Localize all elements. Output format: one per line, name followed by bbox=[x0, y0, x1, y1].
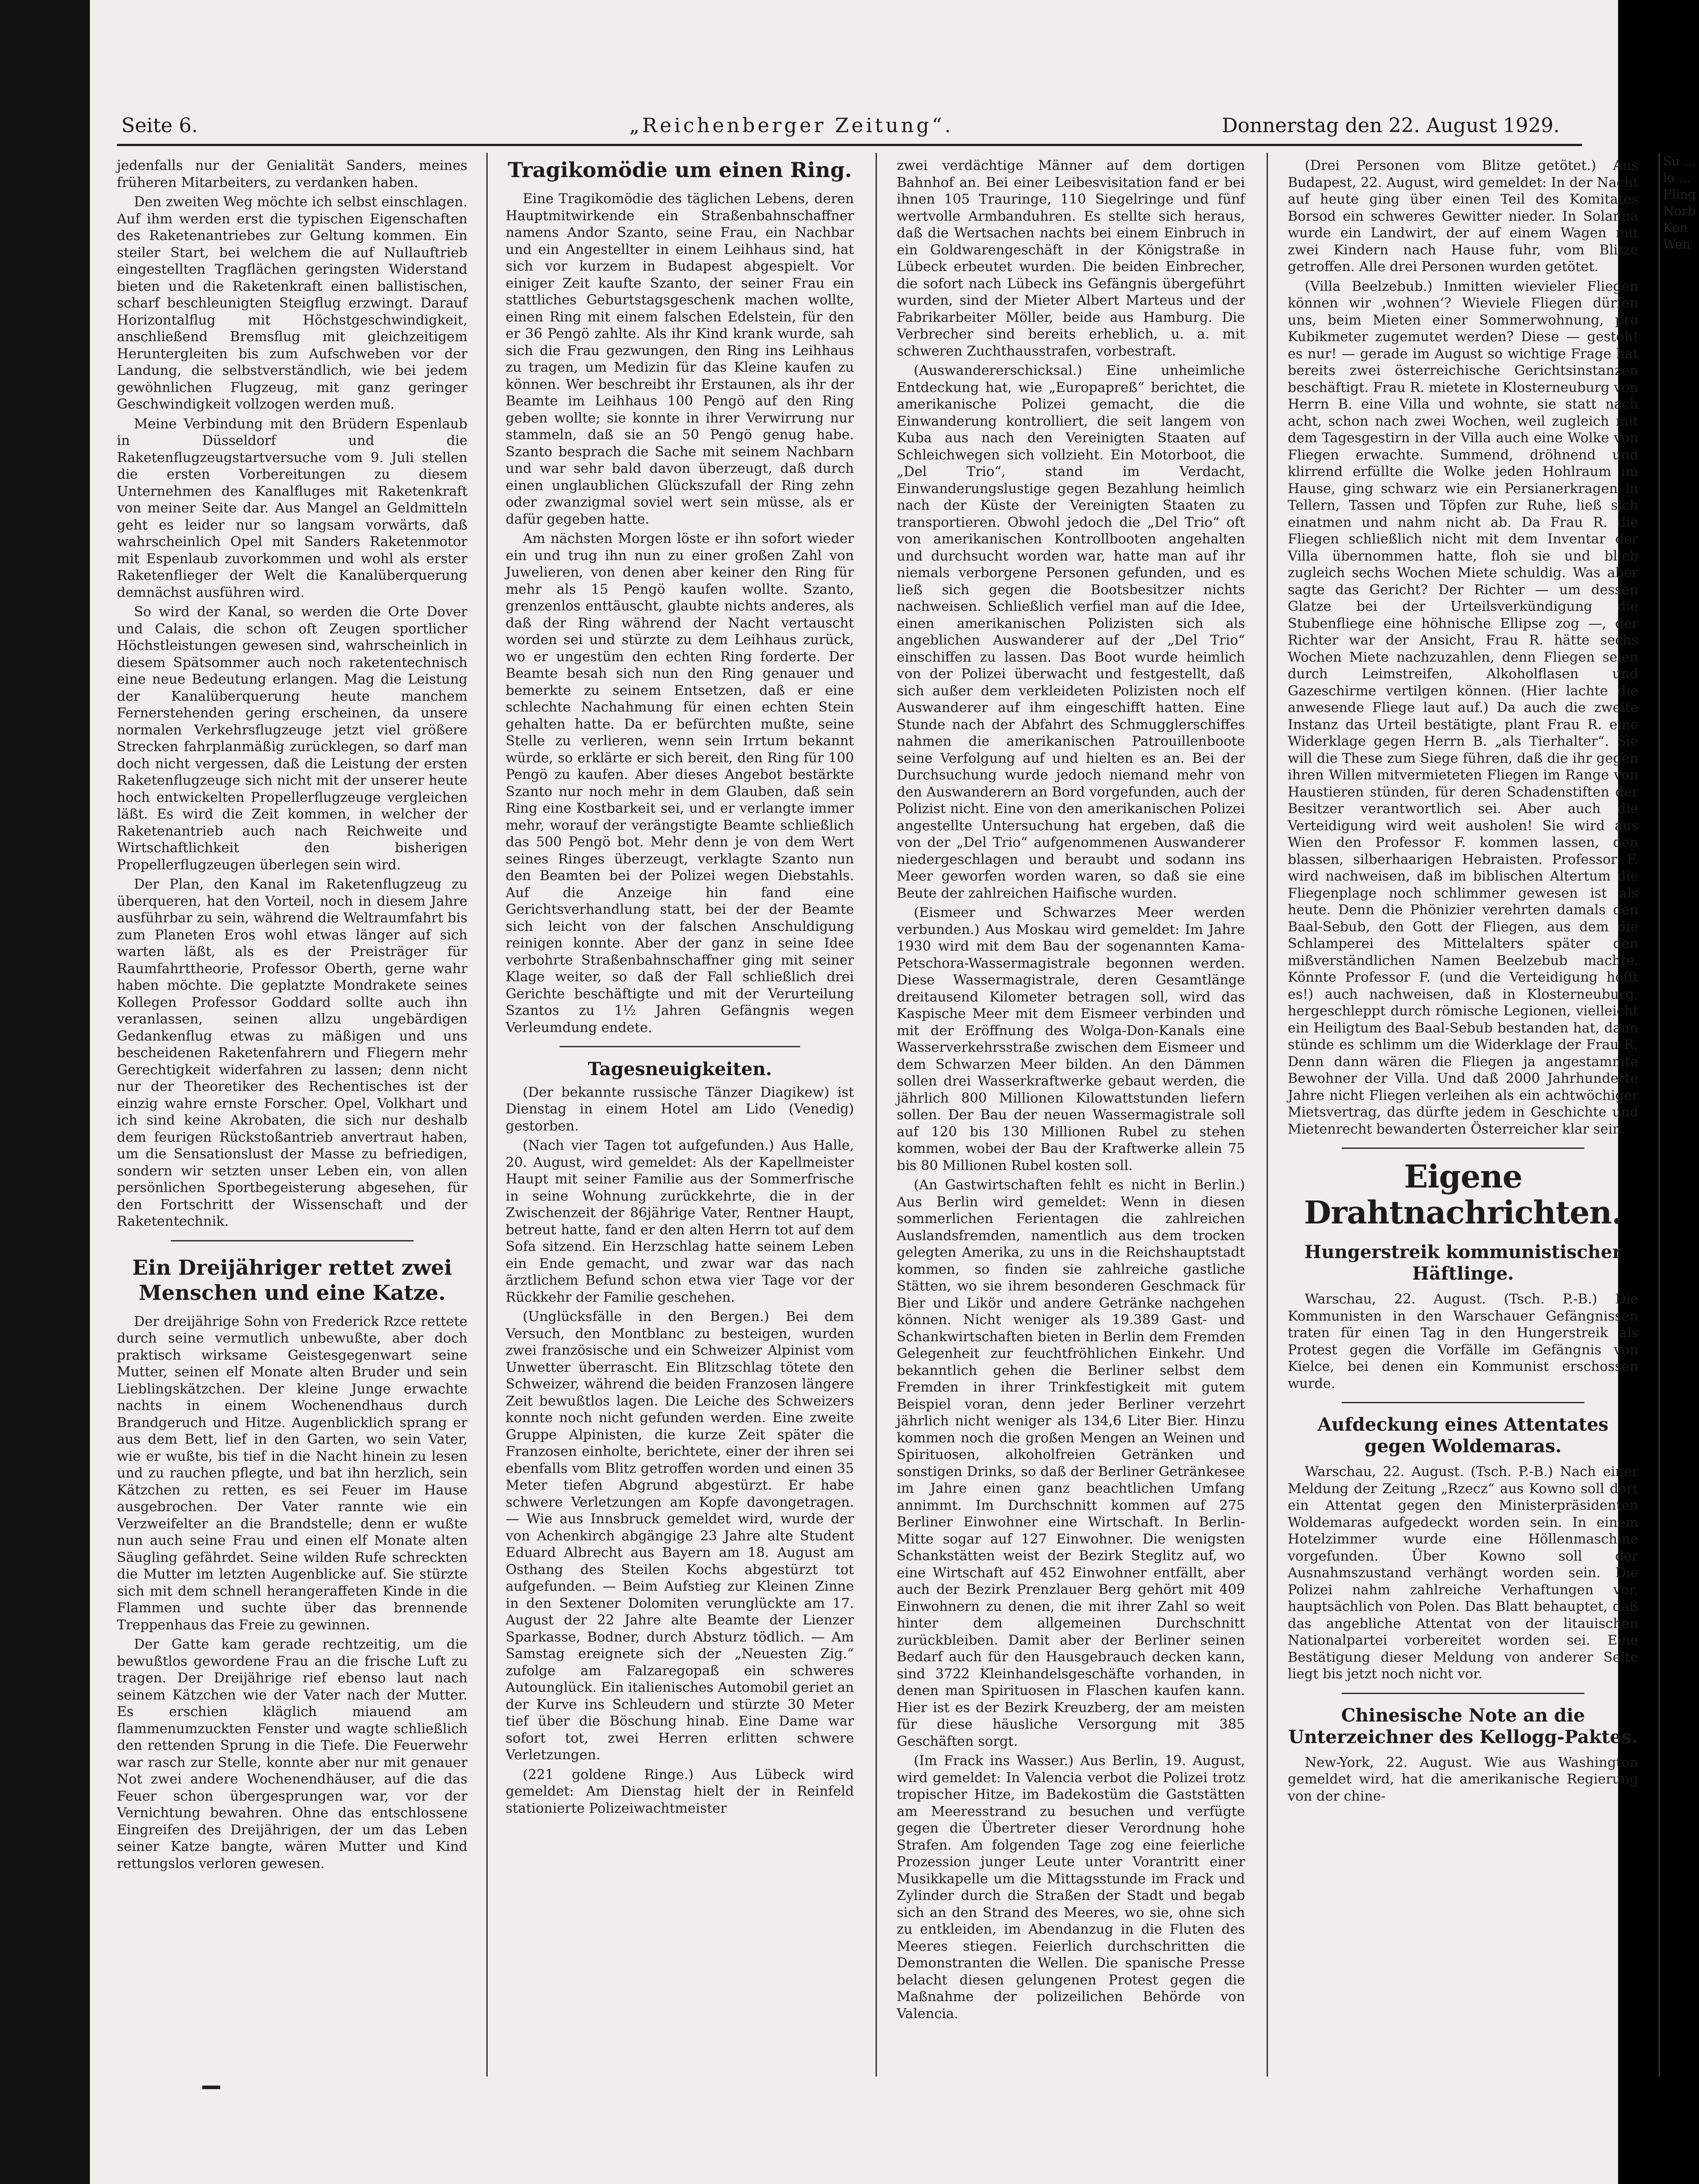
page-header bbox=[117, 108, 1582, 146]
paragraph: New-York, 22. August. Wie aus Washington gemeldet wird, hat die amerikanische Regierung von der chine- bbox=[1288, 1754, 1638, 1804]
paragraph: Warschau, 22. August. (Tsch. P.-B.) Die Kommunisten in den Warschauer Gefängnissen traten für einen Tag in den Hungerstreik als Protest gegen die Vorfälle im Gefängnis von Kielce, bei denen ein Kommunist erschossen wurde. bbox=[1288, 1291, 1638, 1392]
paragraph: (221 goldene Ringe.) Aus Lübeck wird gemeldet: Am Dienstag hielt der in Reinfeld stationierte Polizeiwachtmeister bbox=[506, 1766, 854, 1816]
column-1 bbox=[117, 157, 467, 2068]
paragraph: (Der bekannte russische Tänzer Diagikew) ist Dienstag in einem Hotel am Lido (Venedig) gestorben. bbox=[506, 1084, 854, 1134]
page-number: Seite 6. bbox=[121, 114, 198, 137]
scan-edge-left bbox=[0, 0, 90, 2184]
column-rule bbox=[1267, 153, 1268, 2077]
paragraph: Eine Tragikomödie des täglichen Lebens, deren Hauptmitwirkende ein Straßenbahnschaffner namens Andor Szanto, seine Frau, ein Nachbar und ein Angestellter in einem Leihhaus sind, hat sich vor kurzem in Budapest abgespielt. Vor einiger Zeit kaufte Szanto, der seiner Frau ein stattliches Geburtstagsgeschenk machen wollte, einen Ring mit einem falschen Edelstein, für den er 36 Pengö zahlte. Als ihr Kind krank wurde, sah sich die Frau gezwungen, den Ring ins Leihhaus zu tragen, um Medizin für das Kleine kaufen zu können. Wer beschreibt ihr Erstaunen, als ihr der Beamte im Leihhaus 100 Pengö auf den Ring geben wollte; sie konnte in ihrer Verwirrung nur stammeln, daß sie an 50 Pengö genug habe. Szanto besprach die Sache mit seinem Nachbarn und war sehr bald davon überzeugt, daß durch einen unglaublichen Glückszufall der Ring zehn oder zwanzigmal soviel wert sein müsse, als er dafür gegeben hatte. bbox=[506, 191, 854, 527]
paragraph: (An Gastwirtschaften fehlt es nicht in Berlin.) Aus Berlin wird gemeldet: Wenn in diesen sommerlichen Ferientagen die zahlreichen Auslandsfremden, namentlich aus dem trocken gelegten Amerika, zu uns in die Reichshauptstadt kommen, so finden sie zahlreiche gastliche Stätten, wo sie ihrem besonderen Geschmack für Bier und Likör und andere Getränke nachgehen können. Nicht weniger als 19.389 Gast- und Schankwirtschaften bieten in Berlin dem Fremden Gelegenheit zur feuchtfröhlichen Einkehr. Und bekanntlich gehen die Berliner selbst dem Fremden in ihrer Trinkfestigkeit mit gutem Beispiel voran, denn jeder Berliner verzehrt jährlich nicht weniger als 134,6 Liter Bier. Hinzu kommen noch die großen Mengen an Weinen und Spirituosen, alkoholfreien Getränken und sonstigen Drinks, so daß der Berliner Getränkesee im Jahre einen ganz beachtlichen Umfang annimmt. Im Durchschnitt kommen auf 275 Berliner Einwohner eine Wirtschaft. In Berlin-Mitte sogar auf 127 Einwohner. Die wenigsten Schankstätten weist der Bezirk Steglitz auf, wo eine Wirtschaft auf 452 Einwohner entfällt, aber auch der Bezirk Prenzlauer Berg gehört mit 409 Einwohnern zu denen, die mit ihrer Zahl so weit hinter dem allgemeinen Durchschnitt zurückbleiben. Damit aber der Berliner seinen Bedarf auch für den Hausgebrauch decken kann, sind 3722 Kleinhandelsgeschäfte vorhanden, in denen man Spirituosen in Flaschen kaufen kann. Hier ist es der Bezirk Kreuzberg, der am meisten für diese häusliche Versorgung mit 385 Geschäften sorgt. bbox=[897, 1177, 1245, 1749]
headline-kellogg: Chinesische Note an die Unterzeichner des Kellogg-Paktes. bbox=[1288, 1704, 1638, 1748]
divider bbox=[1342, 1402, 1584, 1403]
section-title-tagesneuigkeiten: Tagesneuigkeiten. bbox=[587, 1059, 772, 1080]
paragraph: Der Plan, den Kanal im Raketenflugzeug zu überqueren, hat den Vorteil, noch in diesem Jahre ausführbar zu sein, während die Weltraumfahrt bis zum Planeten Eros wohl etwas länger auf sich warten läßt, als es der Preisträger für Raumfahrttheorie, Professor Oberth, gerne wahr haben möchte. Die geplatzte Mondrakete seines Kollegen Professor Goddard sollte auch ihn veranlassen, seinen allzu ungebärdigen Gedankenflug etwas zu mäßigen und uns bescheidenen Raketenfahrern und Fliegern mehr Gerechtigkeit widerfahren zu lassen; denn nicht nur der Theoretiker des Rechentisches ist der einzig wahre ernste Forscher. Opel, Volkhart und ich sind keine Akrobaten, die sich nur deshalb dem feurigen Rückstoßantrieb anvertraut haben, um die Sensationslust der Masse zu befriedigen, sondern wir setzten unser Leben ein, von allen persönlichen Sportbegeisterung abgesehen, für den Fortschritt der Wissenschaft und der Raketentechnik. bbox=[117, 876, 467, 1229]
paragraph: Der Gatte kam gerade rechtzeitig, um die bewußtlos gewordene Frau an die frische Luft zu tragen. Der Dreijährige rief ebenso laut nach seinem Kätzchen wie der Vater nach der Mutter. Es erschien kläglich miauend am flammenumzuckten Fenster und wagte schließlich den rettenden Sprung in die Tiefe. Die Feuerwehr war rasch zur Stelle, konnte aber nur mit genauer Not zwei andere Wochenendhäuser, auf die das Feuer schon übergesprungen war, vor der Vernichtung bewahren. Ohne das entschlossene Eingreifen des Dreijährigen, der um das Leben seiner Katze bangte, wären Mutter und Kind rettungslos verloren gewesen. bbox=[117, 1637, 467, 1872]
column-rule bbox=[486, 153, 488, 2077]
paragraph: (Unglücksfälle in den Bergen.) Bei dem Versuch, den Montblanc zu besteigen, wurden zwei französische und ein Schweizer Alpinist vom Unwetter überrascht. Ein Blitzschlag tötete den Schweizer, während die beiden Franzosen längere Zeit bewußtlos lagen. Die Leiche des Schweizers konnte noch nicht gefunden werden. Eine zweite Gruppe Alpinisten, die kurze Zeit später die Franzosen einholte, berichtete, einer der ihren sei ebenfalls vom Blitz getroffen worden und einen 35 Meter tiefen Abgrund abgestürzt. Er habe schwere Verletzungen am Kopfe davongetragen. — Wie aus Innsbruck gemeldet wird, wurde der von Achenkirch abgängige 23 Jahre alte Student Eduard Albrecht aus Bayern am 18. August am Osthang des Steilen Kochs abgestürzt tot aufgefunden. — Beim Aufstieg zur Kleinen Zinne in den Sextener Dolomiten verunglückte am 17. August der 22 Jahre alte Beamte der Lienzer Sparkasse, Bodner, durch Absturz tödlich. — Am Samstag ereignete sich der „Neuesten Zig.“ zufolge am Falzaregopaß ein schweres Autounglück. Ein italienisches Automobil geriet an der Kurve ins Schleudern und stürzte 30 Meter tief über die Böschung hinab. Eine Dame war sofort tot, zwei Herren erlitten schwere Verletzungen. bbox=[506, 1309, 854, 1763]
headline-attentat: Aufdeckung eines Attentates gegen Woldemaras. bbox=[1317, 1414, 1609, 1457]
column-rule bbox=[876, 153, 877, 2077]
headline-ring: Tragikomödie um einen Ring. bbox=[507, 158, 852, 182]
headline-hungerstreik: Hungerstreik kommunistischer Häftlinge. bbox=[1304, 1241, 1622, 1284]
column-4 bbox=[1288, 157, 1638, 2068]
paragraph: (Im Frack ins Wasser.) Aus Berlin, 19. August, wird gemeldet: In Valencia verbot die Polizei trotz tropischer Hitze, im Badekostüm die Gaststätten am Meeresstrand zu besuchen und verfügte gegen die Übertreter dieser Verordnung hohe Strafen. Am folgenden Tage zog eine feierliche Prozession junger Leute unter Vorantritt einer Musikkapelle um die Mittagsstunde im Frack und Zylinder durch die Straßen der Stadt und begab sich an den Strand des Meeres, wo sie, ohne sich zu entkleiden, im Abendanzug in die Fluten des Meeres stiegen. Feierlich durchschritten die Demonstranten die Wellen. Die spanische Presse belacht diesen gelungenen Protest gegen die Maßnahme der polizeilichen Behörde von Valencia. bbox=[897, 1753, 1245, 2022]
paragraph: jedenfalls nur der Genialität Sanders, meines früheren Mitarbeiters, zu verdanken haben. bbox=[117, 158, 467, 191]
paragraph: (Drei Personen vom Blitze getötet.) Aus Budapest, 22. August, wird gemeldet: In der Nacht auf heute ging über einen Teil des Komitates Borsod ein schweres Gewitter nieder. In Solanna wurde ein Landwirt, der auf einem Wagen mit zwei Kindern nach Hause fuhr, vom Blitze getroffen. Alle drei Personen wurden getötet. bbox=[1288, 158, 1638, 275]
adjacent-page-fragment: Su ... lo ... Fling Norb Kon Wen bbox=[1663, 154, 1696, 252]
divider bbox=[1342, 1148, 1584, 1149]
paragraph: So wird der Kanal, so werden die Orte Dover und Calais, die schon oft Zeugen sportlicher Höchstleistungen gewesen sind, wahrscheinlich in diesem Spätsommer auch noch raketentechnisch eine neue Bedeutung erlangen. Mag die Leistung der Kanalüberquerung heute manchem Fernerstehenden gering erscheinen, da unsere normalen Verkehrsflugzeuge jetzt viel größere Strecken fahrplanmäßig zurücklegen, so darf man doch nicht vergessen, daß die Leistung der ersten Raketenflugzeuge sich nicht mit der unserer heute hoch entwickelten Propellerflugzeuge vergleichen läßt. Es wird die Zeit kommen, in welcher der Raketenantrieb auch nach Reichweite und Wirtschaftlichkeit den bisherigen Propellerflugzeugen überlegen sein wird. bbox=[117, 604, 467, 873]
section-title-drahtnachrichten: Eigene Drahtnachrichten. bbox=[1303, 1158, 1623, 1231]
paragraph: Meine Verbindung mit den Brüdern Espenlaub in Düsseldorf und die Raketenflugzeugstartversuche vom 9. Juli stellen die ersten Vorbereitungen zu diesem Unternehmen des Kanalfluges mit Raketenkraft von meiner Seite dar. Aus Mangel an Geldmitteln geht es leider nur so langsam vorwärts, daß wahrscheinlich Opel mit Sanders Raketenmotor mit Espenlaub zuvorkommen und wohl als erster Raketenflieger der Welt die Kanalüberquerung demnächst ausführen wird. bbox=[117, 416, 467, 600]
paragraph: Der dreijährige Sohn von Frederick Rzce rettete durch seine vermutlich unbewußte, aber doch praktisch wirksame Geistesgegenwart seine Mutter, seinen elf Monate alten Bruder und sein Lieblingskätzchen. Der kleine Junge erwachte nachts in einem Wochenendhaus durch Brandgeruch und Hitze. Augenblicklich sprang er aus dem Bett, lief in den Garten, wo sein Vater, wie er wußte, bis tief in die Nacht hinein zu lesen und zu rauchen pflegte, und bat ihn herzlich, sein Kätzchen zu retten, es sei Feuer im Hause ausgebrochen. Der Vater rannte wie ein Verzweifelter an die Brandstelle; denn er wußte nun auch seine Frau und einen elf Monate alten Säugling gefährdet. Seine wilden Rufe schreckten die Mutter im letzten Augenblicke auf. Sie stürzte sich mit dem schnell herangeraffeten Kinde in die Flammen und suchte über das brennende Treppenhaus das Freie zu gewinnen. bbox=[117, 1313, 467, 1633]
column-rule bbox=[1659, 153, 1660, 2077]
divider bbox=[171, 1240, 414, 1241]
headline-cat-rescue: Ein Dreijähriger rettet zwei Menschen und eine Katze. bbox=[132, 1255, 452, 1305]
paragraph: (Nach vier Tagen tot aufgefunden.) Aus Halle, 20. August, wird gemeldet: Als der Kapellmeister Haupt mit seiner Familie aus der Sommerfrische in seine Wohnung zurückkehrte, die in der Zwischenzeit der 86jährige Vater, Rentner Haupt, betreut hatte, fand er den alten Herrn tot auf dem Sofa sitzend. Ein Herzschlag hatte seinem Leben ein Ende gemacht, und zwar war das nach ärztlichem Befund schon etwa vier Tage vor der Rückkehr der Familie geschehen. bbox=[506, 1138, 854, 1305]
paragraph: Warschau, 22. August. (Tsch. P.-B.) Nach einer Meldung der Zeitung „Rzecz“ aus Kowno soll dort ein Attentat gegen den Ministerpräsidenten Woldemaras aufgedeckt worden sein. In einem Hotelzimmer wurde eine Höllenmaschine vorgefunden. Über Kowno soll der Ausnahmszustand verhängt worden sein. Die Polizei nahm zahlreiche Verhaftungen vor, hauptsächlich von Polen. Das Blatt behauptet, daß das angebliche Attentat von der litauischen Nationalpartei vorbereitet worden sei. Eine Bestätigung dieser Meldung von anderer Seite liegt bis jetzt noch nicht vor. bbox=[1288, 1464, 1638, 1682]
issue-date: Donnerstag den 22. August 1929. bbox=[1222, 114, 1560, 137]
column-3 bbox=[897, 157, 1245, 2068]
paragraph: Am nächsten Morgen löste er ihn sofort wieder ein und trug ihn nun zu einer großen Zahl von Juwelieren, von denen aber keiner den Ring für mehr als 15 Pengö kaufen wollte. Szanto, grenzenlos enttäuscht, glaubte nichts anderes, als daß der Ring während der Nacht vertauscht worden sei und stürzte zu dem Leihhaus zurück, wo er ungestüm den echten Ring forderte. Der Beamte besah sich nun den Ring genauer und bemerkte zu seinem Entsetzen, daß er eine schlechte Nachahmung für einen echten Stein gehalten hatte. Da er befürchten mußte, seine Stelle zu verlieren, wenn sein Irrtum bekannt würde, so erklärte er sich bereit, den Ring für 100 Pengö zu kaufen. Aber dieses Angebot bestärkte Szanto nur noch mehr in dem Glauben, daß sein Ring eine Kostbarkeit sei, und er verlangte immer mehr, worauf der verängstigte Beamte schließlich das 500 Pengö bot. Mehr denn je von dem Wert seines Ringes überzeugt, verklagte Szanto nun den Beamten bei der Polizei wegen Diebstahls. Auf die Anzeige hin fand eine Gerichtsverhandlung statt, bei der der Beamte sich leicht von der falschen Anschuldigung reinigen konnte. Aber der ganz in seine Idee verbohrte Straßenbahnschaffner ging mit seiner Klage weiter, so daß der Fall schließlich drei Gerichte beschäftigte und mit der Verurteilung Szantos zu 1½ Jahren Gefängnis wegen Verleumdung endete. bbox=[506, 531, 854, 1036]
paragraph: (Eismeer und Schwarzes Meer werden verbunden.) Aus Moskau wird gemeldet: Im Jahre 1930 wird mit dem Bau der sogenannten Kama-Petschora-Wassermagistrale begonnen werden. Diese Wassermagistrale, deren Gesamtlänge dreitausend Kilometer betragen soll, wird das Kaspische Meer mit dem Eismeer verbinden und mit der Eröffnung des Wolga-Don-Kanals eine Wasserverkehrsstraße zwischen dem Eismeer und dem Schwarzen Meer bilden. An den Dämmen sollen drei Wasserkraftwerke gebaut werden, die jährlich 800 Millionen Kilowattstunden liefern sollen. Der Bau der neuen Wassermagistrale soll auf 120 bis 130 Millionen Rubel zu stehen kommen, wobei der Bau der Kraftwerke allein 75 bis 80 Millionen Rubel kosten soll. bbox=[897, 905, 1245, 1174]
paragraph: zwei verdächtige Männer auf dem dortigen Bahnhof an. Bei einer Leibesvisitation fand er bei ihnen 105 Trauringe, 110 Siegelringe und fünf wertvolle Armbanduhren. Es stellte sich heraus, daß die Wertsachen nachts bei einem Einbruch in ein Goldwarengeschäft in der Königstraße in Lübeck erbeutet wurden. Die beiden Einbrecher, die sofort nach Lübeck ins Gefängnis übergeführt wurden, sind der Mieter Albert Marteus und der Fabrikarbeiter Möller, beide aus Hamburg. Die Verbrecher sind bereits erheblich, u. a. mit schweren Zuchthausstrafen, vorbestraft. bbox=[897, 158, 1245, 359]
column-2 bbox=[506, 157, 854, 2068]
divider bbox=[1342, 1693, 1584, 1694]
paragraph: Den zweiten Weg möchte ich selbst einschlagen. Auf ihm werden erst die typischen Eigenschaften des Raketenantriebes zur Geltung kommen. Ein steiler Start, bei welchem die auf Nullauftrieb eingestellten Tragflächen geringsten Widerstand bieten und die Raketenkraft einen ballistischen, scharf beschleunigten Steigflug erzwingt. Darauf Horizontalflug mit Höchstgeschwindigkeit, anschließend Bremsflug mit gleichzeitigem Heruntergleiten bis zum Aufschweben vor der Landung, die selbstverständlich, wie bei jedem gewöhnlichen Flugzeug, mit ganz geringer Geschwindigkeit vollzogen werden muß. bbox=[117, 194, 467, 412]
print-mark bbox=[202, 2086, 220, 2089]
paragraph: (Villa Beelzebub.) Inmitten wievieler Fliegen können wir ‚wohnen‘? Wieviele Fliegen dürfen uns, beim Mieten einer Sommerwohnung, pro Kubikmeter zugemutet werden? Diese — gestoh! es nur! — gerade im August so wichtige Frage hat bereits zwei österreichische Gerichtsinstanzen beschäftigt. Frau R. mietete in Klosterneuburg von Herrn B. eine Villa und wohnte, sie statt nach acht, schon nach zwei Wochen, weil zugleich mit dem Tagesgestirn in der Villa auch eine Wolke von Fliegen erwachte. Summend, dröhnend und klirrend erfüllte die Wolke jeden Hohlraum im Hause, ging schwarz wie ein Persianerkragen in Tellern, Tassen und Töpfen zur Ruhe, ließ sich einatmen und nahm nicht ab. Da Frau R. die Fliegen schließlich nicht mit dem Inventar der Villa übernommen hatte, floh sie und blieb zugleich sechs Wochen Miete schuldig. Was aber sagte das Gericht? Der Richter — um dessen Glatze bei der Urteilsverkündigung die Stubenfliege eine höhnische Ellipse zog —, der Richter war der Ansicht, Frau R. hätte sechs Wochen Miete nachzuzahlen, denn Fliegen seien durch Leimstreifen, Alkoholflasen und Gazeschirme vertilgen können. (Hier lachte die anwesende Fliege laut auf.) Da auch die zweite Instanz das Urteil bestätigte, plant Frau R. eine Widerklage gegen Herrn B. „als Tierhalter“. Sie will die These zum Siege führen, daß die ihr gegen ihren Willen mitvermieteten Fliegen im Range von Haustieren stünden, für deren Schadenstiften der Besitzer verantwortlich sei. Aber auch die Verteidigung wird weit ausholen! Sie wird aus Wien den Professor F. kommen lassen, den blassen, silberhaarigen Hebraisten. Professor F. wird nachweisen, daß im biblischen Altertum die Fliegenplage noch schlimmer gewesen ist als heute. Denn die Phönizier verehrten damals den Baal-Sebub, den Gott der Fliegen, aus dem die Schlamperei des Mittelalters später den mißverständlichen Namen Beelzebub machte. Könnte Professor F. (und die Verteidigung hofft es!) auch nachweisen, daß in Klosterneuburg, hergeschleppt durch römische Legionen, vielleicht ein Heiligtum des Baal-Sebub bestanden hat, dann stünde es schlimm um die Widerklage der Frau R. Denn dann wären die Fliegen ja angestammte Bewohner der Villa. Und daß 2000 Jahrhunderte Jahre nicht Fliegen verleihen als ein achtwöchiger Mietsvertrag, das dürfte jedem in Geschichte und Mietenrecht bewanderten Österreicher klar sein. bbox=[1288, 278, 1638, 1137]
newspaper-page bbox=[90, 0, 1696, 2184]
paragraph: (Auswandererschicksal.) Eine unheimliche Entdeckung hat, wie „Europapreß“ berichtet, die amerikanische Polizei gemacht, die die Einwanderung kontrolliert, die seit langem von Kuba aus nach den Vereinigten Staaten auf Schleichwegen sich vollzieht. Ein Motorboot, die „Del Trio“, stand im Verdacht, Einwanderungslustige gegen Bezahlung heimlich nach der Küste der Vereinigten Staaten zu transportieren. Obwohl jedoch die „Del Trio“ oft von amerikanischen Kontrollbooten angehalten und durchsucht worden war, hatte man auf ihr niemals verborgene Personen gefunden, und es ließ sich gegen die Bootsbesitzer nichts nachweisen. Schließlich verfiel man auf die Idee, einen amerikanischen Polizisten sich als angeblichen Auswanderer auf der „Del Trio“ einschiffen zu lassen. Das Boot wurde heimlich von der Polizei überwacht und festgestellt, daß sich außer dem verkleideten Polizisten noch elf Auswanderer auf ihm eingeschifft hatten. Eine Stunde nach der Abfahrt des Schmugglerschiffes nahmen die amerikanischen Patrouillenboote seine Verfolgung auf und hielten es an. Bei der Durchsuchung wurde jedoch niemand mehr von den Auswanderern an Bord vorgefunden, auch der Polizist nicht. Eine von den amerikanischen Polizei angestellte Untersuchung hat ergeben, daß die von der „Del Trio“ aufgenommenen Auswanderer niedergeschlagen und beraubt und sodann ins Meer geworfen worden waren, so daß sie eine Beute der zahlreichen Haifische wurden. bbox=[897, 363, 1245, 901]
divider bbox=[560, 1046, 800, 1047]
newspaper-title: „Reichenberger Zeitung“. bbox=[629, 114, 954, 137]
